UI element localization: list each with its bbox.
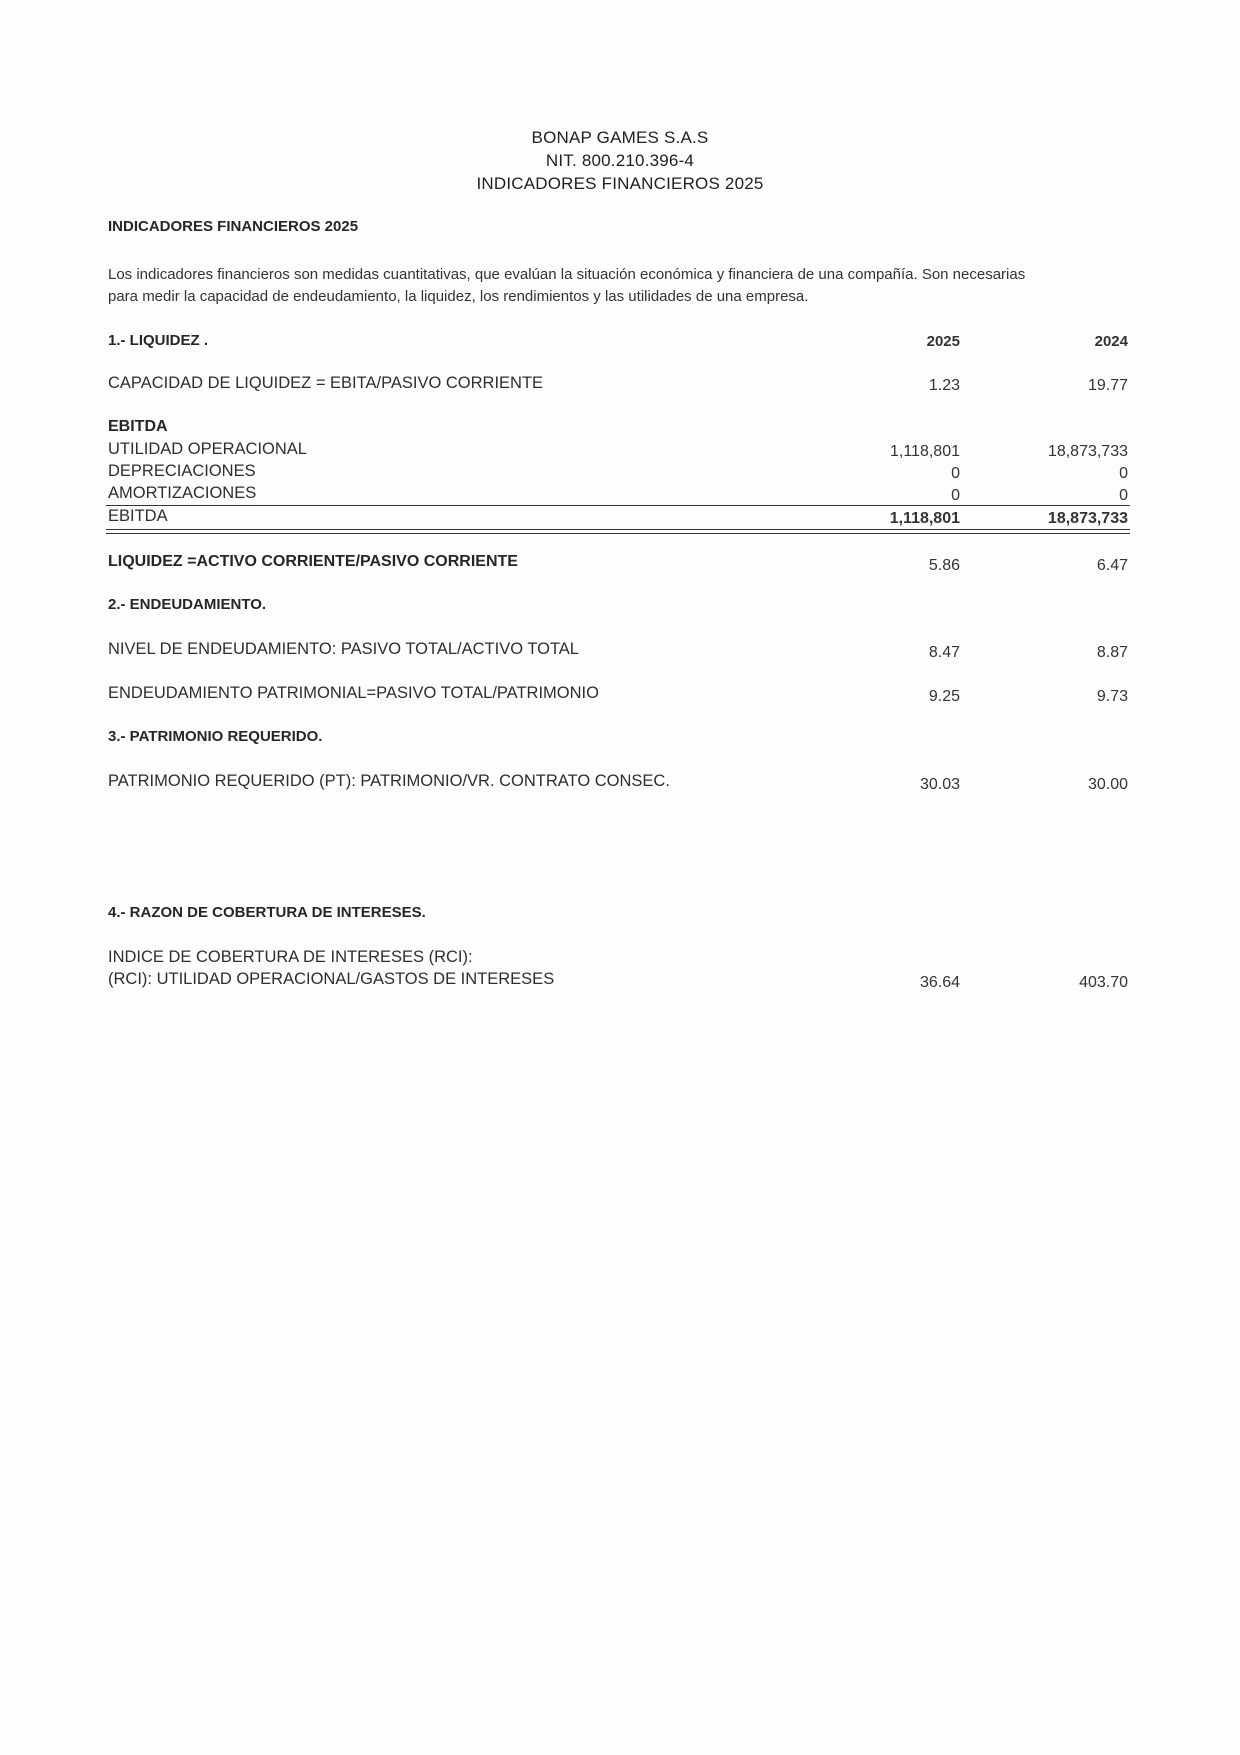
patrimonio-requerido-2025: 30.03 (919, 776, 960, 793)
cobertura-2024: 403.70 (1079, 974, 1128, 991)
patrimonio-requerido-2024: 30.00 (1087, 776, 1128, 793)
liquidez-ratio-label: LIQUIDEZ =ACTIVO CORRIENTE/PASIVO CORRIENTE (108, 553, 518, 570)
endeudamiento-patrimonial-2025: 9.25 (928, 688, 960, 705)
year-2024-header: 2024 (1094, 333, 1128, 350)
nivel-endeudamiento-2024: 8.87 (1096, 644, 1128, 661)
capacidad-liquidez-label: CAPACIDAD DE LIQUIDEZ = EBITA/PASIVO CORRIENTE (108, 374, 544, 392)
ebitda-total-2024: 18,873,733 (1047, 510, 1128, 527)
ebitda-double-rule-2 (106, 533, 1130, 534)
patrimonio-heading: 3.- PATRIMONIO REQUERIDO. (108, 728, 323, 745)
document-title: INDICADORES FINANCIEROS 2025 (476, 174, 764, 193)
depreciaciones-2024: 0 (1119, 465, 1128, 482)
liquidez-heading: 1.- LIQUIDEZ . (108, 332, 209, 349)
ebitda-double-rule-1 (106, 529, 1130, 530)
cobertura-2025: 36.64 (919, 974, 960, 991)
intro-line-2: para medir la capacidad de endeudamiento, la liquidez, los rendimientos y las utilidades de una empresa. (108, 288, 809, 305)
ebitda-total-2025: 1,118,801 (889, 510, 960, 527)
utilidad-operacional-2025: 1,118,801 (890, 443, 960, 460)
patrimonio-requerido-label: PATRIMONIO REQUERIDO (PT): PATRIMONIO/VR. CONTRATO CONSEC. (108, 772, 670, 790)
amortizaciones-2024: 0 (1119, 487, 1128, 504)
cobertura-heading: 4.- RAZON DE COBERTURA DE INTERESES. (108, 904, 426, 921)
cobertura-line-1: INDICE DE COBERTURA DE INTERESES (RCI): (108, 948, 473, 966)
amortizaciones-label: AMORTIZACIONES (108, 484, 257, 502)
nivel-endeudamiento-2025: 8.47 (928, 644, 960, 661)
amortizaciones-2025: 0 (951, 487, 960, 504)
liquidez-ratio-2025: 5.86 (928, 557, 960, 574)
endeudamiento-patrimonial-label: ENDEUDAMIENTO PATRIMONIAL=PASIVO TOTAL/PATRIMONIO (108, 684, 599, 702)
capacidad-liquidez-2025: 1.23 (928, 377, 960, 394)
depreciaciones-2025: 0 (951, 465, 960, 482)
ebitda-heading: EBITDA (108, 418, 168, 435)
company-nit: NIT. 800.210.396-4 (545, 151, 695, 170)
endeudamiento-patrimonial-2024: 9.73 (1096, 688, 1128, 705)
liquidez-ratio-2024: 6.47 (1096, 557, 1128, 574)
utilidad-operacional-2024: 18,873,733 (1047, 443, 1128, 460)
depreciaciones-label: DEPRECIACIONES (108, 462, 256, 480)
utilidad-operacional-label: UTILIDAD OPERACIONAL (108, 440, 307, 458)
nivel-endeudamiento-label: NIVEL DE ENDEUDAMIENTO: PASIVO TOTAL/ACTIVO TOTAL (108, 640, 579, 658)
section-title: INDICADORES FINANCIEROS 2025 (108, 218, 359, 235)
cobertura-line-2: (RCI): UTILIDAD OPERACIONAL/GASTOS DE INTERESES (108, 970, 555, 988)
intro-line-1: Los indicadores financieros son medidas cuantitativas, que evalúan la situación económica y financiera de una compañía. Son necesarias (108, 266, 1026, 283)
capacidad-liquidez-2024: 19.77 (1087, 377, 1128, 394)
ebitda-top-rule (106, 505, 1130, 506)
endeudamiento-heading: 2.- ENDEUDAMIENTO. (108, 596, 267, 613)
ebitda-total-label: EBITDA (108, 507, 168, 525)
company-name: BONAP GAMES S.A.S (531, 128, 709, 147)
year-2025-header: 2025 (926, 333, 960, 350)
